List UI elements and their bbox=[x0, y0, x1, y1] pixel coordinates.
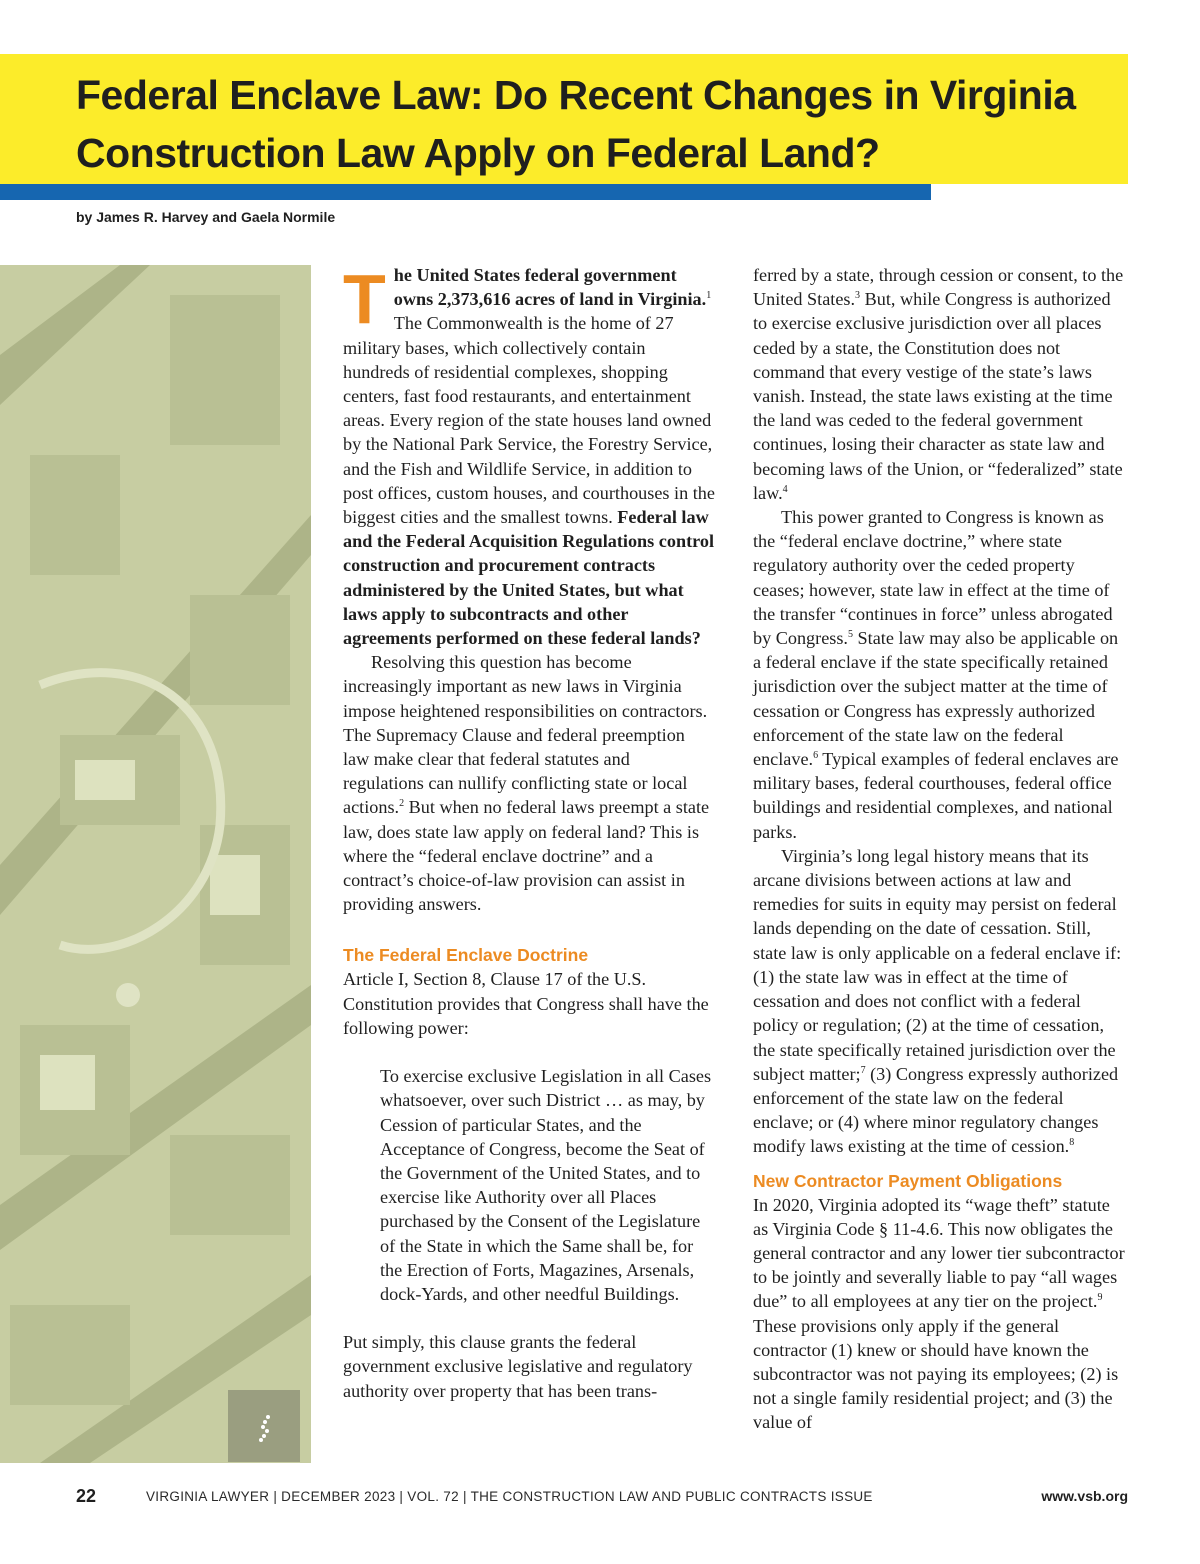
constitution-quote: To exercise exclusive Legislation in all Cases whatsoever, over such District … as may, by Cession of particular States, and the Acceptance of Congress, become the Seat of the Government of the United States, and to exercise like Authority over all Places purchased by the Consent of the Legislature of the State in which the Same shall be, for the Erection of Forts, Magazines, Arsenals, dock-Yards, and other needful Buildings. bbox=[380, 1066, 712, 1304]
body-text: This power granted to Congress is known as the “federal enclave doctrine,” where state regulatory authority over the ceded property ceases; however, state law in effect at the time of the transfer “continues in force” unless abrogated by Congress. bbox=[753, 507, 1113, 649]
body-text: State law may also be applicable on a federal enclave if the state specifically retained jurisdiction over the subject matter at the time of cessation or Congress has expressly authorized enforcement of the state law on the federal enclave. bbox=[753, 628, 1119, 770]
lead-question: Federal law and the Federal Acquisition Regulations control construction and procurement contracts administered by the United States, but what laws apply to subcontracts and other agreements performed on these federal lands? bbox=[343, 507, 715, 649]
body-text: But, while Congress is authorized to exercise exclusive jurisdiction over all places ceded by a state, the Constitution does not command that every vestige of the state’s laws vanish. Instead, the state laws existing at the time the land was ceded to the federal government continues, losing their character as state law and becoming laws of the Union, or “federalized” state law. bbox=[753, 289, 1123, 503]
body-text: The Commonwealth is the home of 27 military bases, which collectively contain hundreds of residential complexes, shopping centers, fast food restaurants, and entertainment areas. Every region of the state houses land owned by the National Park Service, the Forestry Service, and the Fish and Wildlife Service, in addition to post offices, custom houses, and courthouses in the biggest cities and the smallest towns. bbox=[343, 313, 715, 528]
photo-credit-badge bbox=[228, 1390, 300, 1462]
column-right bbox=[753, 263, 1127, 1435]
footnote-ref: 9 bbox=[1097, 1292, 1103, 1304]
body-text: But when no federal laws preempt a state law, does state law apply on federal land? This is where the “federal enclave doctrine” and a contract’s choice-of-law provision can assist in providing answers. bbox=[343, 797, 710, 915]
aerial-photo bbox=[0, 265, 311, 1463]
byline: by James R. Harvey and Gaela Normile bbox=[76, 209, 336, 225]
footnote-ref: 2 bbox=[399, 798, 405, 810]
section-heading-enclave: The Federal Enclave Doctrine bbox=[343, 945, 589, 966]
credit-icon bbox=[228, 1390, 300, 1462]
body-text: Resolving this question has become increasingly important as new laws in Virginia impose heightened responsibilities on contractors. The Supremacy Clause and federal preemption law make clear that federal statutes and regulations can nullify conflicting state or local actions. bbox=[343, 652, 708, 818]
body-text: In 2020, Virginia adopted its “wage theft” statute as Virginia Code § 11-4.6. This now obligates the general contractor and any lower tier subcontractor to be jointly and severally liable to pay “all wages due” to all employees at any tier on the project. bbox=[753, 1194, 1125, 1312]
body-text: Virginia’s long legal history means that its arcane divisions between actions at law and remedies for suits in equity may persist on federal lands depending on the date of cessation. Still, state law is only applicable on a federal enclave if: (1) the state law was in effect at the time of cessation and does not conflict with a federal policy or regulation; (2) at the time of cessation, the state specifically retained jurisdiction over the subject matter; bbox=[753, 845, 1122, 1084]
column-left bbox=[343, 260, 715, 1403]
footnote-ref: 6 bbox=[813, 750, 819, 761]
page-number: 22 bbox=[76, 1486, 97, 1506]
footnote-ref: 7 bbox=[860, 1064, 866, 1076]
site-url[interactable]: www.vsb.org bbox=[1041, 1488, 1128, 1504]
body-paragraph bbox=[753, 505, 1127, 844]
body-text: Typical examples of federal enclaves are military bases, federal courthouses, federal office buildings and residential complexes, and national parks. bbox=[753, 749, 1119, 842]
footnote-ref: 4 bbox=[782, 483, 788, 495]
footnote-ref: 1 bbox=[706, 290, 712, 302]
body-paragraph: Article I, Section 8, Clause 17 of the U.S. Constitution provides that Congress shall have the following power: bbox=[343, 969, 709, 1038]
footnote-ref: 3 bbox=[855, 290, 861, 302]
body-paragraph bbox=[753, 1193, 1127, 1435]
footnote-ref: 5 bbox=[847, 628, 853, 640]
body-text: ferred by a state, through cession or consent, to the United States. bbox=[753, 265, 1124, 310]
lead-paragraph bbox=[343, 260, 715, 650]
page-footer bbox=[0, 1486, 1200, 1510]
title-rule bbox=[0, 184, 931, 200]
drop-cap: T bbox=[343, 260, 386, 338]
body-text: These provisions only apply if the general contractor (1) knew or should have known the subcontractor was not paying its employees; (2) is not a single family residential project; and (3) the value of bbox=[753, 1315, 1119, 1433]
section-heading-payment: New Contractor Payment Obligations bbox=[753, 1170, 1063, 1191]
body-paragraph bbox=[343, 650, 715, 916]
body-paragraph: Put simply, this clause grants the federal government exclusive legislative and regulatory authority over property that has been trans- bbox=[343, 1332, 693, 1401]
lead-bold: he United States federal government owns 2,373,616 acres of land in Virginia. bbox=[393, 265, 707, 310]
body-text: (3) Congress expressly authorized enforcement of the state law on the federal enclave; or (4) where minor regulatory changes modify laws existing at the time of cession. bbox=[753, 1063, 1119, 1157]
issue-line: VIRGINIA LAWYER | DECEMBER 2023 | VOL. 72 | THE CONSTRUCTION LAW AND PUBLIC CONTRACTS ISSUE bbox=[146, 1489, 873, 1504]
article-title: Federal Enclave Law: Do Recent Changes in Virginia Construction Law Apply on Federal Land? bbox=[76, 72, 1076, 176]
body-paragraph bbox=[753, 844, 1127, 1159]
body-paragraph bbox=[753, 263, 1127, 505]
footnote-ref: 8 bbox=[1069, 1137, 1075, 1149]
